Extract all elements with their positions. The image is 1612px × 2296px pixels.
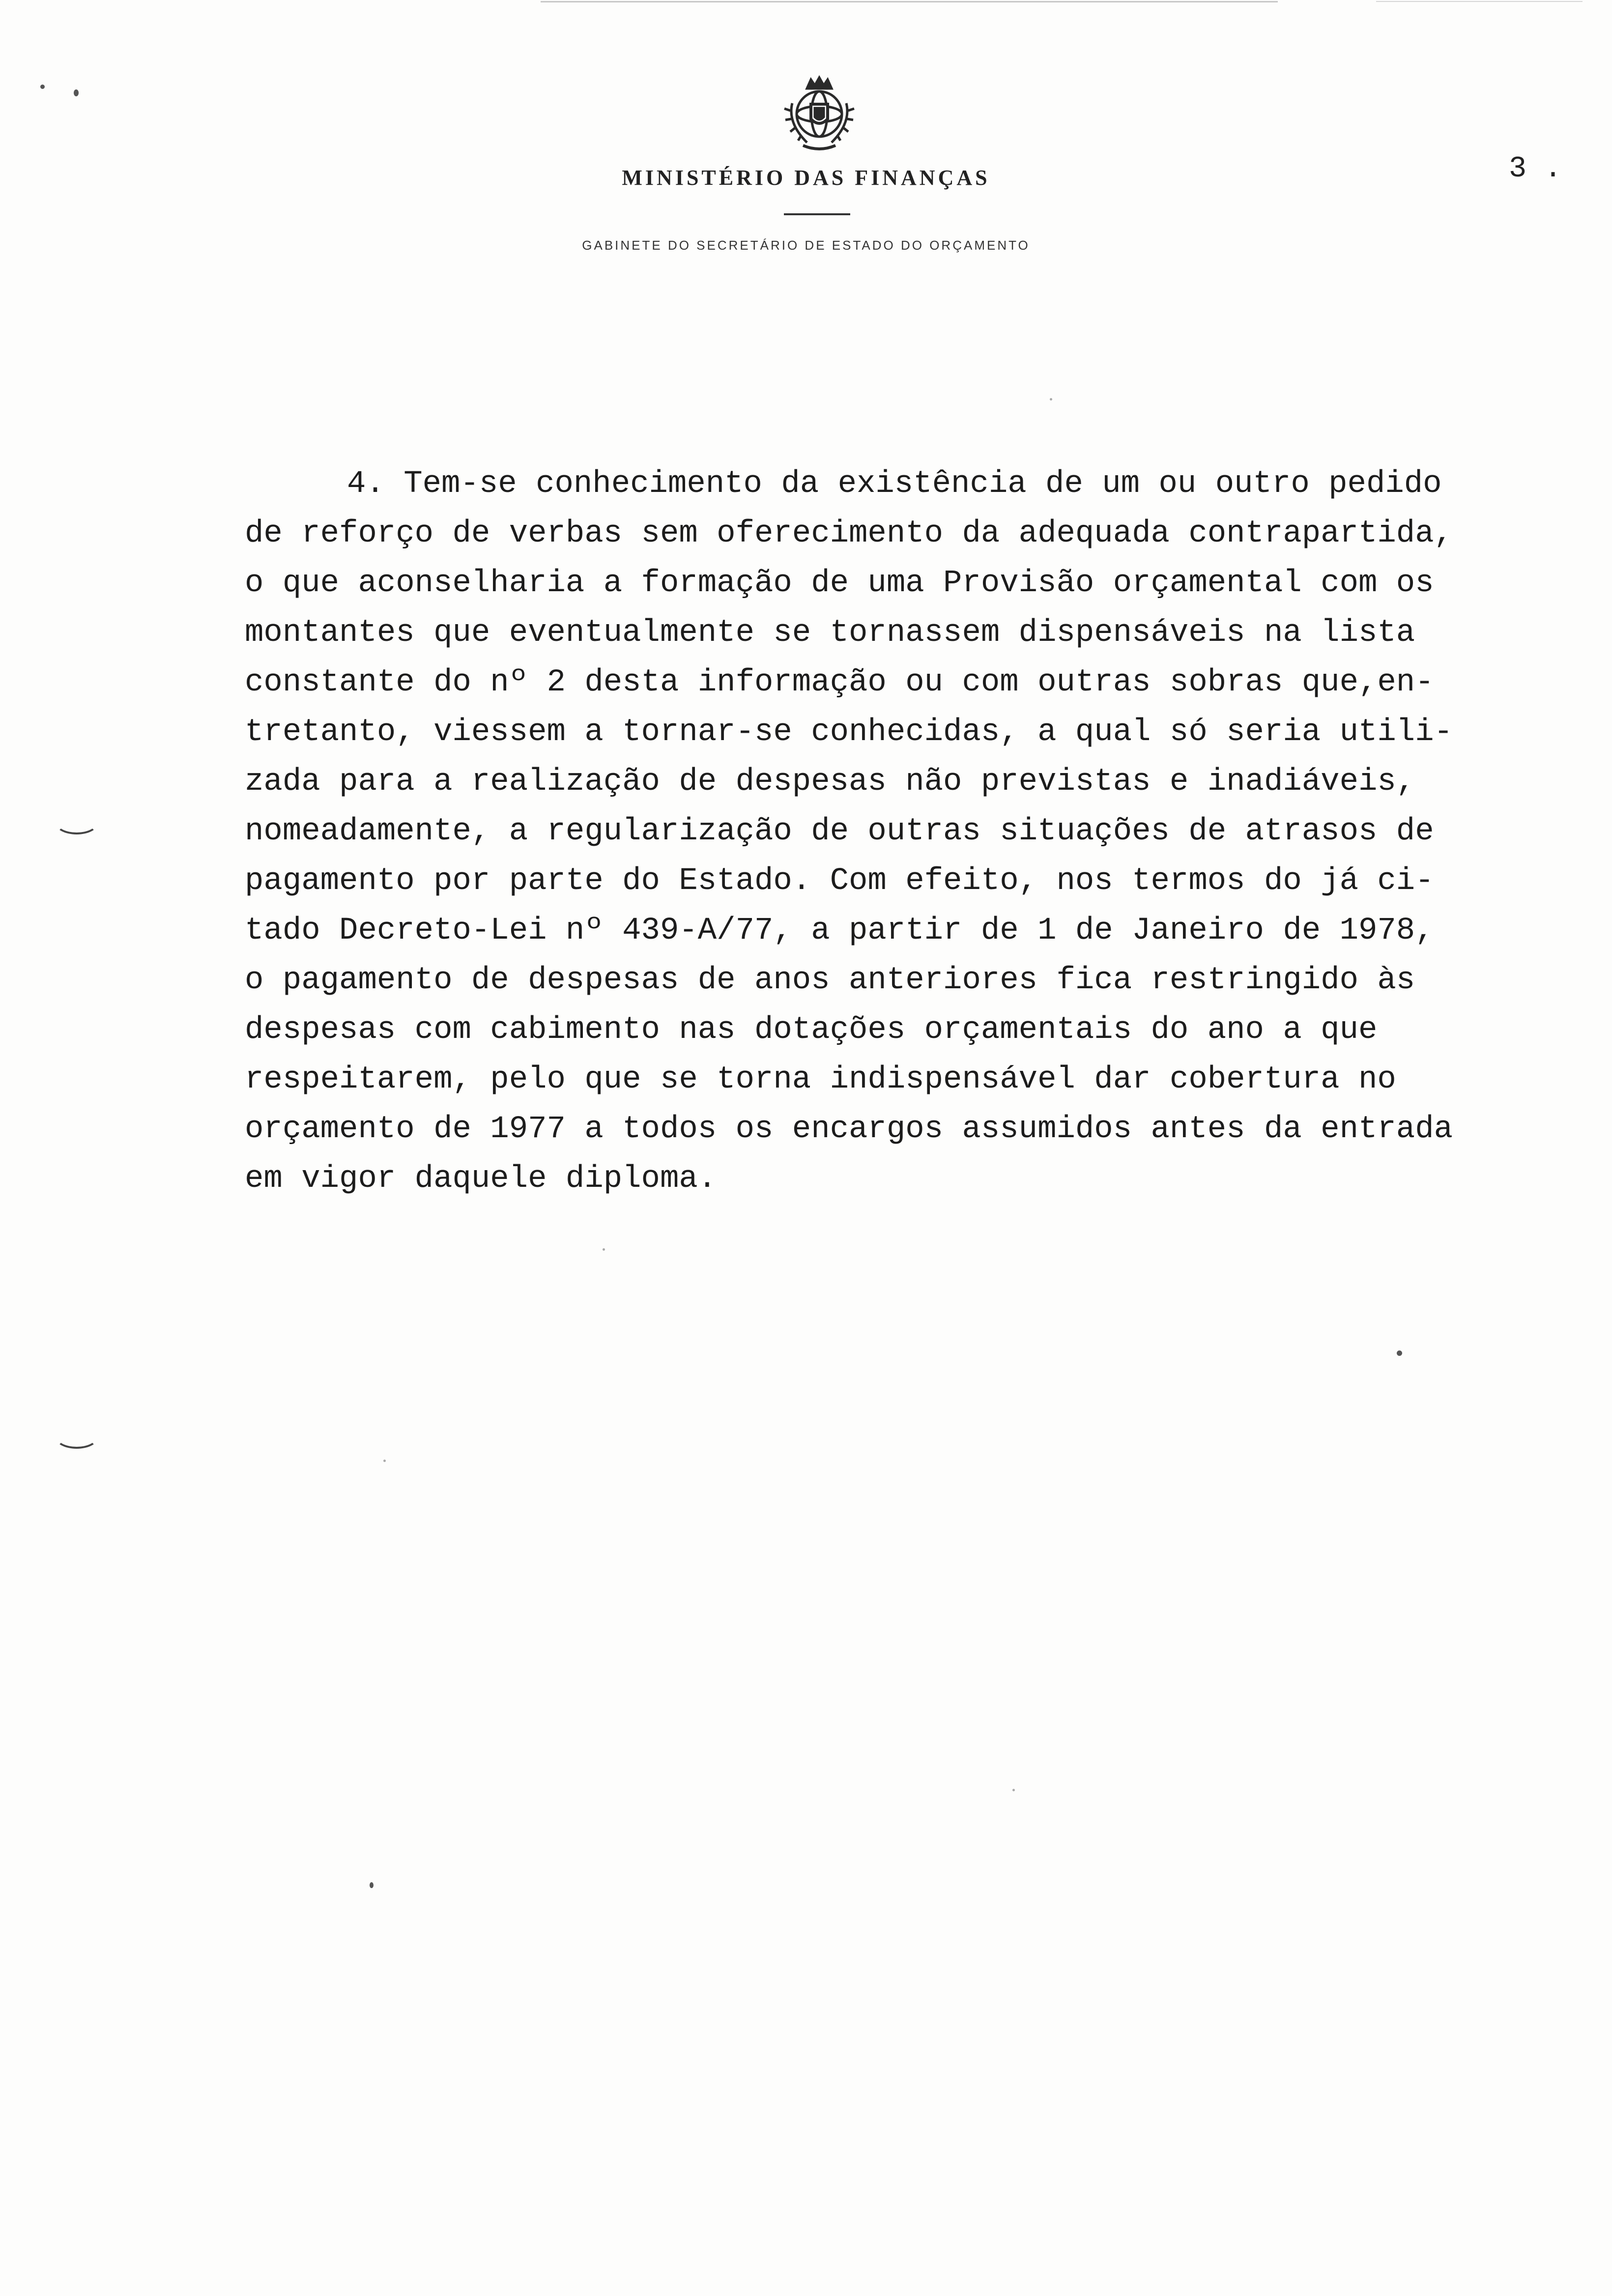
page-number: 3 . bbox=[1509, 152, 1562, 186]
heading-underline bbox=[784, 213, 850, 215]
text-line: em vigor daquele diploma. bbox=[245, 1161, 717, 1197]
scan-speck bbox=[1397, 1350, 1402, 1356]
text-line: o pagamento de despesas de anos anteriores fica restringido às bbox=[245, 963, 1415, 998]
text-line: 4. Tem-se conhecimento da existência de um ou outro pedido bbox=[347, 466, 1442, 502]
text-line: orçamento de 1977 a todos os encargos assumidos antes da entrada bbox=[245, 1112, 1453, 1147]
paragraph-4 bbox=[245, 459, 1542, 1204]
coat-of-arms-emblem-icon bbox=[773, 74, 866, 155]
text-line: pagamento por parte do Estado. Com efeito, nos termos do já ci- bbox=[245, 863, 1434, 899]
text-line: nomeadamente, a regularização de outras situações de atrasos de bbox=[245, 814, 1434, 849]
scan-speck bbox=[370, 1882, 374, 1888]
text-line: o que aconselharia a formação de uma Provisão orçamental com os bbox=[245, 566, 1434, 601]
scan-speck bbox=[40, 85, 45, 89]
ministry-heading: MINISTÉRIO DAS FINANÇAS bbox=[622, 166, 990, 190]
text-line: respeitarem, pelo que se torna indispensável dar cobertura no bbox=[245, 1062, 1396, 1097]
punch-hole-mark bbox=[55, 1425, 98, 1449]
text-line: de reforço de verbas sem oferecimento da adequada contrapartida, bbox=[245, 516, 1453, 551]
scan-speck bbox=[1050, 398, 1052, 401]
scan-speck bbox=[383, 1460, 386, 1462]
punch-hole-mark bbox=[55, 811, 98, 834]
text-line: zada para a realização de despesas não previstas e inadiáveis, bbox=[245, 764, 1415, 800]
scan-speck bbox=[603, 1248, 605, 1251]
scan-speck bbox=[74, 89, 79, 96]
text-line: montantes que eventualmente se tornassem dispensáveis na lista bbox=[245, 615, 1415, 651]
text-line: tretanto, viessem a tornar-se conhecidas, a qual só seria utili- bbox=[245, 715, 1453, 750]
text-line: despesas com cabimento nas dotações orçamentais do ano a que bbox=[245, 1012, 1378, 1048]
cabinet-subheading: GABINETE DO SECRETÁRIO DE ESTADO DO ORÇAMENTO bbox=[582, 238, 1030, 253]
scan-edge-rule bbox=[541, 1, 1278, 2]
scan-edge-rule-right bbox=[1376, 1, 1583, 2]
text-line: constante do nº 2 desta informação ou com outras sobras que,en- bbox=[245, 665, 1434, 700]
text-line: tado Decreto-Lei nº 439-A/77, a partir de 1 de Janeiro de 1978, bbox=[245, 913, 1434, 948]
scan-speck bbox=[1012, 1789, 1015, 1791]
